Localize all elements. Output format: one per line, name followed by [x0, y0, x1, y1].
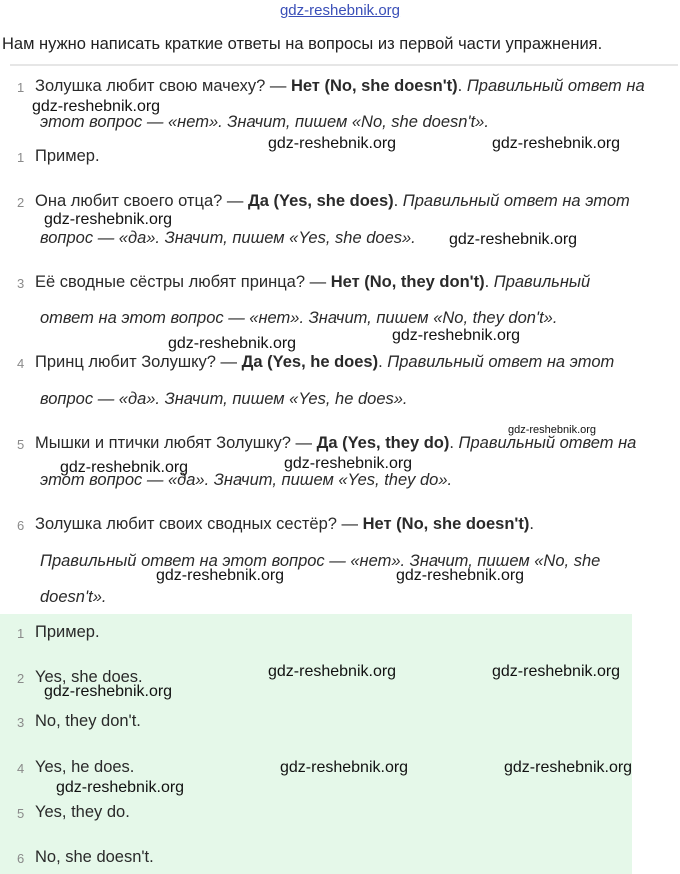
- item-number: 1: [17, 150, 25, 165]
- answer-line: Yes, she does.: [35, 668, 143, 686]
- watermark: gdz-reshebnik.org: [392, 327, 521, 344]
- watermark: gdz-reshebnik.org: [168, 335, 297, 352]
- intro-text: Нам нужно написать краткие ответы на вопросы из первой части упражнения.: [2, 35, 603, 53]
- watermark: gdz-reshebnik.org: [504, 759, 633, 776]
- answer-line: No, they don't.: [35, 712, 141, 730]
- answer-number: 3: [17, 715, 25, 730]
- explanation-line: ответ на этот вопрос — «нет». Значит, пишем «No, they don't».: [40, 309, 558, 327]
- watermark: gdz-reshebnik.org: [32, 98, 161, 115]
- watermark: gdz-reshebnik.org: [44, 683, 173, 700]
- answer-number: 2: [17, 671, 25, 686]
- question-line: Она любит своего отца? — Да (Yes, she does). Правильный ответ на этот: [35, 192, 630, 210]
- watermark: gdz-reshebnik.org: [268, 135, 397, 152]
- watermark: gdz-reshebnik.org: [268, 663, 397, 680]
- answer-number: 4: [17, 761, 25, 776]
- watermark: gdz-reshebnik.org: [449, 231, 578, 248]
- explanation-line: doesn't».: [40, 588, 107, 606]
- watermark: gdz-reshebnik.org: [396, 567, 525, 584]
- explanation-line: вопрос — «да». Значит, пишем «Yes, he does».: [40, 390, 408, 408]
- explanation-line: Правильный ответ на этот вопрос — «нет». Значит, пишем «No, she: [40, 552, 601, 570]
- item-number: 1: [17, 80, 25, 95]
- item-number: 2: [17, 195, 25, 210]
- explanation-line: этот вопрос — «да». Значит, пишем «Yes, they do».: [40, 471, 453, 489]
- item-number: 5: [17, 437, 25, 452]
- watermark: gdz-reshebnik.org: [492, 135, 621, 152]
- answer-line: No, she doesn't.: [35, 848, 154, 866]
- example-line: Пример.: [35, 147, 100, 165]
- watermark: gdz-reshebnik.org: [56, 779, 185, 796]
- item-number: 3: [17, 276, 25, 291]
- divider: [10, 64, 678, 66]
- watermark: gdz-reshebnik.org: [156, 567, 285, 584]
- answer-line: Yes, he does.: [35, 758, 135, 776]
- question-line: Золушка любит свою мачеху? — Нет (No, she doesn't). Правильный ответ на: [35, 77, 645, 95]
- watermark: gdz-reshebnik.org: [60, 459, 189, 476]
- watermark: gdz-reshebnik.org: [508, 424, 597, 436]
- item-number: 6: [17, 518, 25, 533]
- watermark: gdz-reshebnik.org: [284, 455, 413, 472]
- answer-number: 5: [17, 806, 25, 821]
- explanation-line: вопрос — «да». Значит, пишем «Yes, she does».: [40, 229, 416, 247]
- answer-number: 1: [17, 626, 25, 641]
- watermark: gdz-reshebnik.org: [44, 211, 173, 228]
- item-number: 4: [17, 356, 25, 371]
- answer-line: Yes, they do.: [35, 803, 130, 821]
- question-line: Её сводные сёстры любят принца? — Нет (No, they don't). Правильный: [35, 273, 591, 291]
- watermark: gdz-reshebnik.org: [492, 663, 621, 680]
- answer-number: 6: [17, 851, 25, 866]
- question-line: Мышки и птички любят Золушку? — Да (Yes, they do). Правильный ответ на: [35, 434, 637, 452]
- answers-panel: [0, 614, 632, 874]
- answer-line: Пример.: [35, 623, 100, 641]
- explanation-line: этот вопрос — «нет». Значит, пишем «No, she doesn't».: [40, 113, 489, 131]
- question-line: Золушка любит своих сводных сестёр? — Нет (No, she doesn't).: [35, 515, 534, 533]
- site-link[interactable]: gdz-reshebnik.org: [279, 2, 401, 19]
- watermark: gdz-reshebnik.org: [280, 759, 409, 776]
- question-line: Принц любит Золушку? — Да (Yes, he does). Правильный ответ на этот: [35, 353, 615, 371]
